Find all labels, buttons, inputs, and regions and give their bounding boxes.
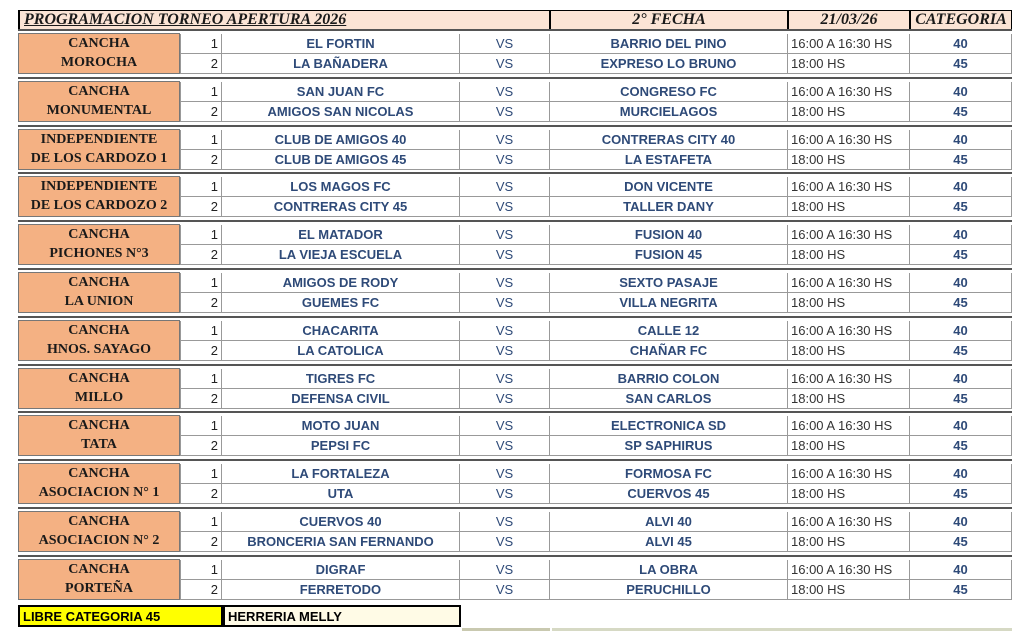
category-header: CATEGORIA xyxy=(910,10,1012,30)
venue-block xyxy=(18,320,1012,361)
away-team: CALLE 12 xyxy=(550,321,788,341)
venue-name-cell xyxy=(18,320,180,361)
match-row xyxy=(180,130,1012,150)
away-team: PERUCHILLO xyxy=(550,580,788,600)
match-number: 1 xyxy=(180,560,222,580)
match-number: 1 xyxy=(180,416,222,436)
venue-name-line1: CANCHA xyxy=(68,35,130,51)
match-category: 45 xyxy=(910,293,1012,313)
away-team: BARRIO COLON xyxy=(550,369,788,389)
page-title: PROGRAMACION TORNEO APERTURA 2026 xyxy=(18,10,550,30)
match-row xyxy=(180,225,1012,245)
vs-label: VS xyxy=(460,273,550,293)
away-team: SAN CARLOS xyxy=(550,389,788,409)
away-team: SEXTO PASAJE xyxy=(550,273,788,293)
home-team: MOTO JUAN xyxy=(222,416,460,436)
vs-label: VS xyxy=(460,464,550,484)
match-row xyxy=(180,341,1012,361)
free-category-label: LIBRE CATEGORIA 45 xyxy=(18,605,223,627)
home-team: LA FORTALEZA xyxy=(222,464,460,484)
venue-name-line1: CANCHA xyxy=(68,226,130,242)
vs-label: VS xyxy=(460,177,550,197)
match-time: 18:00 HS xyxy=(788,484,910,504)
away-team: DON VICENTE xyxy=(550,177,788,197)
match-category: 45 xyxy=(910,580,1012,600)
match-time: 16:00 A 16:30 HS xyxy=(788,82,910,102)
match-number: 2 xyxy=(180,580,222,600)
match-category: 40 xyxy=(910,130,1012,150)
vs-label: VS xyxy=(460,102,550,122)
home-team: GUEMES FC xyxy=(222,293,460,313)
match-time: 18:00 HS xyxy=(788,532,910,552)
venue-block xyxy=(18,33,1012,74)
match-number: 1 xyxy=(180,225,222,245)
home-team: LA VIEJA ESCUELA xyxy=(222,245,460,265)
home-team: FERRETODO xyxy=(222,580,460,600)
match-row xyxy=(180,464,1012,484)
match-time: 18:00 HS xyxy=(788,150,910,170)
match-category: 40 xyxy=(910,82,1012,102)
match-number: 1 xyxy=(180,130,222,150)
match-row xyxy=(180,369,1012,389)
home-team: LA CATOLICA xyxy=(222,341,460,361)
venue-name-line1: INDEPENDIENTE xyxy=(40,131,158,147)
match-row xyxy=(180,512,1012,532)
venue-name-line1: CANCHA xyxy=(68,465,130,481)
away-team: CUERVOS 45 xyxy=(550,484,788,504)
match-time: 16:00 A 16:30 HS xyxy=(788,177,910,197)
match-time: 18:00 HS xyxy=(788,245,910,265)
venue-name-cell xyxy=(18,559,180,600)
home-team: PEPSI FC xyxy=(222,436,460,456)
vs-label: VS xyxy=(460,580,550,600)
away-team: CHAÑAR FC xyxy=(550,341,788,361)
away-team: TALLER DANY xyxy=(550,197,788,217)
away-team: EXPRESO LO BRUNO xyxy=(550,54,788,74)
match-row xyxy=(180,102,1012,122)
match-category: 40 xyxy=(910,560,1012,580)
match-time: 16:00 A 16:30 HS xyxy=(788,416,910,436)
away-team: CONGRESO FC xyxy=(550,82,788,102)
match-row xyxy=(180,532,1012,552)
vs-label: VS xyxy=(460,512,550,532)
venue-name-line2: ASOCIACION N° 2 xyxy=(38,533,160,549)
venue-name-line2: MONUMENTAL xyxy=(46,103,152,119)
vs-label: VS xyxy=(460,150,550,170)
vs-label: VS xyxy=(460,389,550,409)
match-number: 1 xyxy=(180,512,222,532)
match-row xyxy=(180,293,1012,313)
match-time: 16:00 A 16:30 HS xyxy=(788,369,910,389)
match-number: 2 xyxy=(180,245,222,265)
venue-name-cell xyxy=(18,81,180,122)
vs-label: VS xyxy=(460,225,550,245)
home-team: AMIGOS DE RODY xyxy=(222,273,460,293)
match-row xyxy=(180,150,1012,170)
match-number: 1 xyxy=(180,34,222,54)
venue-block xyxy=(18,415,1012,456)
match-date: 21/03/26 xyxy=(788,10,910,30)
match-category: 40 xyxy=(910,369,1012,389)
away-team: ALVI 45 xyxy=(550,532,788,552)
match-category: 40 xyxy=(910,177,1012,197)
home-team: CONTRERAS CITY 45 xyxy=(222,197,460,217)
vs-label: VS xyxy=(460,484,550,504)
venue-block xyxy=(18,81,1012,122)
home-team: TIGRES FC xyxy=(222,369,460,389)
venue-name-cell xyxy=(18,272,180,313)
vs-label: VS xyxy=(460,560,550,580)
away-team: ELECTRONICA SD xyxy=(550,416,788,436)
match-row xyxy=(180,560,1012,580)
match-row xyxy=(180,436,1012,456)
away-team: BARRIO DEL PINO xyxy=(550,34,788,54)
home-team: EL FORTIN xyxy=(222,34,460,54)
venue-name-line2: ASOCIACION N° 1 xyxy=(38,485,160,501)
home-team: DEFENSA CIVIL xyxy=(222,389,460,409)
match-category: 45 xyxy=(910,436,1012,456)
match-number: 1 xyxy=(180,82,222,102)
match-row xyxy=(180,416,1012,436)
vs-label: VS xyxy=(460,321,550,341)
venue-name-line2: HNOS. SAYAGO xyxy=(46,342,151,358)
venue-block xyxy=(18,463,1012,504)
free-team: HERRERIA MELLY xyxy=(223,605,461,627)
match-time: 16:00 A 16:30 HS xyxy=(788,512,910,532)
home-team: CLUB DE AMIGOS 40 xyxy=(222,130,460,150)
venue-name-line2: PICHONES N°3 xyxy=(49,246,149,262)
venue-name-line2: PORTEÑA xyxy=(65,581,133,597)
venue-name-line1: INDEPENDIENTE xyxy=(40,178,158,194)
venue-name-line1: CANCHA xyxy=(68,561,130,577)
vs-label: VS xyxy=(460,436,550,456)
home-team: DIGRAF xyxy=(222,560,460,580)
away-team: CONTRERAS CITY 40 xyxy=(550,130,788,150)
match-category: 45 xyxy=(910,102,1012,122)
match-category: 40 xyxy=(910,273,1012,293)
venue-name-line1: CANCHA xyxy=(68,370,130,386)
venue-name-line2: MOROCHA xyxy=(60,55,138,71)
vs-label: VS xyxy=(460,197,550,217)
match-row xyxy=(180,321,1012,341)
match-category: 45 xyxy=(910,54,1012,74)
match-row xyxy=(180,273,1012,293)
vs-label: VS xyxy=(460,82,550,102)
match-number: 2 xyxy=(180,532,222,552)
match-number: 2 xyxy=(180,389,222,409)
match-row xyxy=(180,245,1012,265)
home-team: SAN JUAN FC xyxy=(222,82,460,102)
home-team: EL MATADOR xyxy=(222,225,460,245)
venue-name-cell xyxy=(18,463,180,504)
vs-label: VS xyxy=(460,245,550,265)
match-category: 40 xyxy=(910,416,1012,436)
match-time: 16:00 A 16:30 HS xyxy=(788,560,910,580)
match-number: 2 xyxy=(180,54,222,74)
match-number: 2 xyxy=(180,102,222,122)
vs-label: VS xyxy=(460,293,550,313)
venue-name-cell xyxy=(18,224,180,265)
match-time: 18:00 HS xyxy=(788,293,910,313)
vs-label: VS xyxy=(460,341,550,361)
home-team: CUERVOS 40 xyxy=(222,512,460,532)
venue-name-line2: DE LOS CARDOZO 1 xyxy=(30,151,168,167)
venue-name-line2: DE LOS CARDOZO 2 xyxy=(30,198,168,214)
match-number: 2 xyxy=(180,150,222,170)
match-category: 45 xyxy=(910,150,1012,170)
match-number: 2 xyxy=(180,436,222,456)
away-team: FUSION 45 xyxy=(550,245,788,265)
venue-block xyxy=(18,559,1012,600)
match-time: 18:00 HS xyxy=(788,102,910,122)
vs-label: VS xyxy=(460,130,550,150)
venue-name-line1: CANCHA xyxy=(68,322,130,338)
venue-name-cell xyxy=(18,129,180,170)
vs-label: VS xyxy=(460,416,550,436)
home-team: AMIGOS SAN NICOLAS xyxy=(222,102,460,122)
vs-label: VS xyxy=(460,34,550,54)
match-number: 2 xyxy=(180,341,222,361)
away-team: ALVI 40 xyxy=(550,512,788,532)
match-category: 40 xyxy=(910,512,1012,532)
venue-block xyxy=(18,368,1012,409)
venue-name-line1: CANCHA xyxy=(68,513,130,529)
home-team: LA BAÑADERA xyxy=(222,54,460,74)
venue-name-line2: TATA xyxy=(81,437,117,453)
venue-block xyxy=(18,272,1012,313)
home-team: BRONCERIA SAN FERNANDO xyxy=(222,532,460,552)
match-row xyxy=(180,177,1012,197)
match-category: 40 xyxy=(910,321,1012,341)
match-time: 16:00 A 16:30 HS xyxy=(788,225,910,245)
match-time: 18:00 HS xyxy=(788,197,910,217)
away-team: MURCIELAGOS xyxy=(550,102,788,122)
match-time: 18:00 HS xyxy=(788,580,910,600)
venue-name-cell xyxy=(18,176,180,217)
match-number: 1 xyxy=(180,464,222,484)
match-row xyxy=(180,484,1012,504)
venue-name-line1: CANCHA xyxy=(68,83,130,99)
away-team: FORMOSA FC xyxy=(550,464,788,484)
match-number: 1 xyxy=(180,369,222,389)
home-team: LOS MAGOS FC xyxy=(222,177,460,197)
match-row xyxy=(180,82,1012,102)
venue-name-cell xyxy=(18,368,180,409)
match-time: 16:00 A 16:30 HS xyxy=(788,273,910,293)
match-category: 45 xyxy=(910,532,1012,552)
match-time: 18:00 HS xyxy=(788,341,910,361)
venue-name-line2: LA UNION xyxy=(64,294,134,310)
venue-block xyxy=(18,176,1012,217)
match-category: 40 xyxy=(910,225,1012,245)
vs-label: VS xyxy=(460,369,550,389)
match-time: 16:00 A 16:30 HS xyxy=(788,130,910,150)
match-row xyxy=(180,34,1012,54)
match-row xyxy=(180,580,1012,600)
away-team: SP SAPHIRUS xyxy=(550,436,788,456)
match-row xyxy=(180,54,1012,74)
away-team: LA ESTAFETA xyxy=(550,150,788,170)
venue-name-cell xyxy=(18,415,180,456)
away-team: FUSION 40 xyxy=(550,225,788,245)
venue-block xyxy=(18,511,1012,552)
match-number: 1 xyxy=(180,321,222,341)
vs-label: VS xyxy=(460,54,550,74)
match-category: 40 xyxy=(910,34,1012,54)
vs-label: VS xyxy=(460,532,550,552)
match-time: 18:00 HS xyxy=(788,389,910,409)
venue-name-line1: CANCHA xyxy=(68,274,130,290)
venue-name-cell xyxy=(18,511,180,552)
match-time: 16:00 A 16:30 HS xyxy=(788,34,910,54)
match-number: 1 xyxy=(180,273,222,293)
venue-name-line1: CANCHA xyxy=(68,417,130,433)
away-team: VILLA NEGRITA xyxy=(550,293,788,313)
match-time: 18:00 HS xyxy=(788,436,910,456)
match-number: 2 xyxy=(180,197,222,217)
match-row xyxy=(180,197,1012,217)
match-time: 16:00 A 16:30 HS xyxy=(788,464,910,484)
match-number: 2 xyxy=(180,293,222,313)
match-row xyxy=(180,389,1012,409)
venue-block xyxy=(18,129,1012,170)
home-team: UTA xyxy=(222,484,460,504)
match-number: 2 xyxy=(180,484,222,504)
match-number: 1 xyxy=(180,177,222,197)
match-category: 45 xyxy=(910,484,1012,504)
match-time: 16:00 A 16:30 HS xyxy=(788,321,910,341)
match-category: 40 xyxy=(910,464,1012,484)
match-category: 45 xyxy=(910,245,1012,265)
match-category: 45 xyxy=(910,197,1012,217)
match-category: 45 xyxy=(910,341,1012,361)
venue-name-line2: MILLO xyxy=(74,390,124,406)
venue-block xyxy=(18,224,1012,265)
venue-name-cell xyxy=(18,33,180,74)
match-category: 45 xyxy=(910,389,1012,409)
home-team: CLUB DE AMIGOS 45 xyxy=(222,150,460,170)
match-time: 18:00 HS xyxy=(788,54,910,74)
away-team: LA OBRA xyxy=(550,560,788,580)
round-label: 2° FECHA xyxy=(550,10,788,30)
home-team: CHACARITA xyxy=(222,321,460,341)
